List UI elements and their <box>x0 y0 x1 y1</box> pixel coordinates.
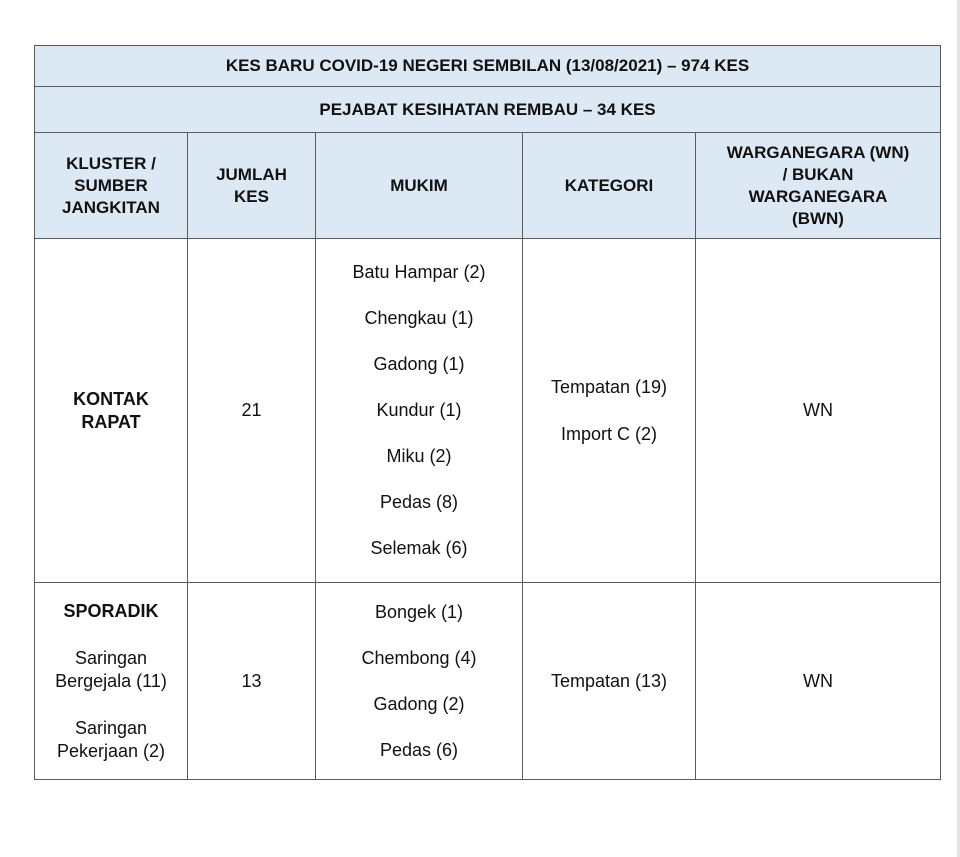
table-subtitle: PEJABAT KESIHATAN REMBAU – 34 KES <box>35 87 941 133</box>
warganegara-cell: WN <box>696 583 941 780</box>
list-item: Miku (2) <box>386 446 452 466</box>
kluster-cell: KONTAK RAPAT <box>35 239 188 583</box>
table-row <box>35 239 941 583</box>
list-item: Selemak (6) <box>370 538 468 558</box>
list-item: Pedas (8) <box>379 492 459 512</box>
kategori-cell <box>523 583 696 780</box>
mukim-cell <box>316 239 523 583</box>
header-kluster: KLUSTER / SUMBER JANGKITAN <box>35 133 188 239</box>
list-item: Kundur (1) <box>376 400 462 420</box>
list-item: Chengkau (1) <box>364 308 474 328</box>
list-item: Chembong (4) <box>361 647 477 668</box>
list-item: Tempatan (13) <box>550 670 668 691</box>
kluster-cell: SPORADIK Saringan Bergejala (11) Saringan Pekerjaan (2) <box>35 583 188 780</box>
case-table <box>34 45 941 780</box>
jumlah-cell: 13 <box>188 583 316 780</box>
list-item: Gadong (2) <box>373 693 465 714</box>
table-title: KES BARU COVID-19 NEGERI SEMBILAN (13/08/2021) – 974 KES <box>35 46 941 87</box>
kategori-cell <box>523 239 696 583</box>
covid-case-document <box>34 45 940 780</box>
list-item: Pedas (6) <box>379 739 459 760</box>
mukim-cell <box>316 583 523 780</box>
header-mukim: MUKIM <box>316 133 523 239</box>
list-item: Bongek (1) <box>374 601 464 622</box>
table-row <box>35 583 941 780</box>
list-item: Import C (2) <box>560 423 657 444</box>
kluster-title: SPORADIK <box>63 600 159 621</box>
jumlah-cell: 21 <box>188 239 316 583</box>
list-item: Tempatan (19) <box>550 376 668 397</box>
list-item: Batu Hampar (2) <box>352 262 486 282</box>
header-warganegara: WARGANEGARA (WN) / BUKAN WARGANEGARA (BWN) <box>696 133 941 239</box>
header-kategori: KATEGORI <box>523 133 696 239</box>
header-jumlah-kes: JUMLAH KES <box>188 133 316 239</box>
column-header-row <box>35 133 941 239</box>
warganegara-cell: WN <box>696 239 941 583</box>
list-item: Gadong (1) <box>373 354 465 374</box>
